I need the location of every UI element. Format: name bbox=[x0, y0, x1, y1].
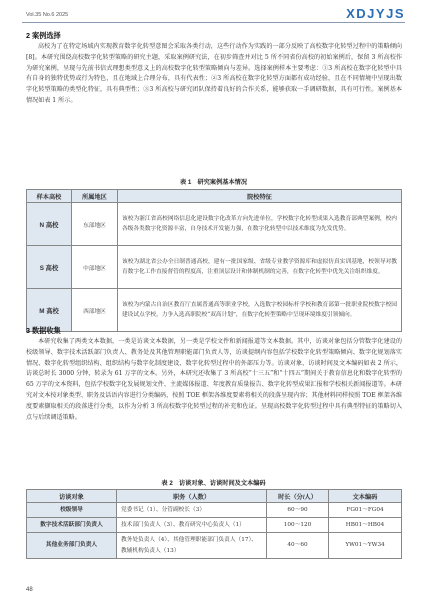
table-2-header-duration: 时长（分/人） bbox=[267, 490, 329, 503]
table-1-header-feature: 院校特征 bbox=[118, 190, 402, 203]
section-2-paragraph: 高校为了在特定场域内实现教育数字化转型意图会采取各类行动，这些行动作为实践的一部分反映了高校数字化转型过程中的策略倾向[8]。本研究围绕高校数字化转型策略的研究主题，采取案例研究法，在初步筛查并对比 5 所不同省份高校的初始案例后，保留 3 所高校作为研究案例，呈现与先前书信式理想类型意义上的高校数字化转型策略倾向与差异。选择案例样本主要考虑：①3 所高校在数字化转型中具有自身的独特优势或行为特色，且在地域上合理分布，具有代表性；②3 所高校在数字化转型方面都有成功经验，且在不同情境中呈现出数字化转型策略的类型化特征，具有典型性；③3 所高校与研究团队保持着良好的合作关系，能够获取一手调研数据，具有可行性。案例基本情况如表 1 所示。 bbox=[26, 43, 402, 104]
interviewee-position: 党委书记（1）、分管副校长（3） bbox=[117, 503, 267, 518]
school-feature: 该校为湖北省公办全日制普通高校，建有一批国家级、省级专业教学资源库和虚拟仿真实训基地，校领导对教育数字化工作直接督管的程度高，注重顶层设计和体制机制的完善，在数字化转型中优先关注组织维度。 bbox=[118, 246, 402, 289]
table-2-header-position: 职务（人数） bbox=[117, 490, 267, 503]
interview-duration: 100～120 bbox=[267, 518, 329, 533]
table-2-header-code: 文本编码 bbox=[329, 490, 402, 503]
section-3-paragraph: 本研究收集了两类文本数据，一类是访谈文本数据，另一类是学校文件和新闻报道等文本数据。其中，访谈对象包括分管数字化建设的校级领导、数字技术活跃部门负责人、教务处及其他管理职能部门负责人等，访谈提纲内容包括学校数字化转型策略倾向、数字化规划落实情况、数字化转型组织结构、组织结构与数字化制度建设、数字化转型过程中的外部压力等。访谈对象、访谈时间及文本编码如表 2 所示，访谈总时长 3000 分钟，转录为 61 万字的文本。另外，本研究还收集了 3 所高校“十三五”和“十四五”期间关于教育信息化和数字化转型的 65 万字的文本资料，包括学校数字化发展规划文件、主流媒体报道、年度教育质量报告、数字化转型成果汇报和学校相关新闻报道等。本研究对文本按对象类型、职务及话语内容进行分类编码，按照 TOE 框架各维度要素将相关的段落呈现内容；其他材料同样按照 TOE 框架各维度要素撷取相关的段落进行分类，以作为分析 3 所高校数字化转型过程的补充和佐证。呈现高校数字化转型过程中具有典型特征的策略切入点与后续调适策略。 bbox=[26, 338, 403, 421]
text-code: YW01～YW34 bbox=[329, 533, 402, 559]
table-row bbox=[27, 203, 402, 246]
journal-logo: XDJYJS bbox=[346, 6, 405, 21]
table-1 bbox=[26, 189, 402, 332]
table-row bbox=[27, 503, 402, 518]
school-name: S 高校 bbox=[27, 246, 72, 289]
school-feature: 该校为浙江省高校网络信息化建设数字化改革方向先进单位，学校数字化转型成果入选教育部典型案例，校内各级各类数字化资源丰富，自身技术开发能力强，在数字化转型中以技术维度为先发优势。 bbox=[118, 203, 402, 246]
section-2-heading: 2 案例选择 bbox=[26, 31, 61, 40]
header-divider bbox=[22, 22, 405, 23]
table-row bbox=[27, 533, 402, 559]
interviewee-group: 其他业务部门负责人 bbox=[27, 533, 117, 559]
school-name: M 高校 bbox=[27, 289, 72, 332]
page-number: 48 bbox=[26, 587, 33, 593]
table-row bbox=[27, 518, 402, 533]
school-region: 西部地区 bbox=[72, 289, 118, 332]
table-2-header-row bbox=[27, 490, 402, 503]
school-name: N 高校 bbox=[27, 203, 72, 246]
interviewee-position: 教务处负责人（4）、其他管理职能部门负责人（17）、教辅机构负责人（13） bbox=[117, 533, 267, 559]
table-1-header-school: 样本高校 bbox=[27, 190, 72, 203]
school-region: 中部地区 bbox=[72, 246, 118, 289]
interviewee-group: 校级领导 bbox=[27, 503, 117, 518]
text-code: FG01～FG04 bbox=[329, 503, 402, 518]
school-feature: 该校为内蒙古自治区教育厅直属普通高等职业学校，入选数字校园标杆学校和教育部第一批职业院校数字校园建设试点学校，力争入选高职院校“双高计划”，在数字化转型策略中呈现环境维度引领倾向。 bbox=[118, 289, 402, 332]
school-region: 东部地区 bbox=[72, 203, 118, 246]
interviewee-position: 技术部门负责人（3）、教育研究中心负责人（1） bbox=[117, 518, 267, 533]
table-2-caption: 表 2 访谈对象、访谈时间及文本编码 bbox=[161, 480, 266, 487]
table-1-caption: 表 1 研究案例基本情况 bbox=[179, 179, 248, 186]
table-row bbox=[27, 246, 402, 289]
interview-duration: 40～60 bbox=[267, 533, 329, 559]
table-1-header-region: 所属地区 bbox=[72, 190, 118, 203]
table-row bbox=[27, 289, 402, 332]
section-3-heading: 3 数据收集 bbox=[26, 326, 61, 335]
table-2 bbox=[26, 489, 402, 559]
text-code: HB01～HB04 bbox=[329, 518, 402, 533]
journal-issue: Vol.35 No.6 2025 bbox=[26, 12, 69, 18]
table-2-header-object: 访谈对象 bbox=[27, 490, 117, 503]
table-1-header-row bbox=[27, 190, 402, 203]
interview-duration: 60～90 bbox=[267, 503, 329, 518]
interviewee-group: 数字技术活跃部门负责人 bbox=[27, 518, 117, 533]
